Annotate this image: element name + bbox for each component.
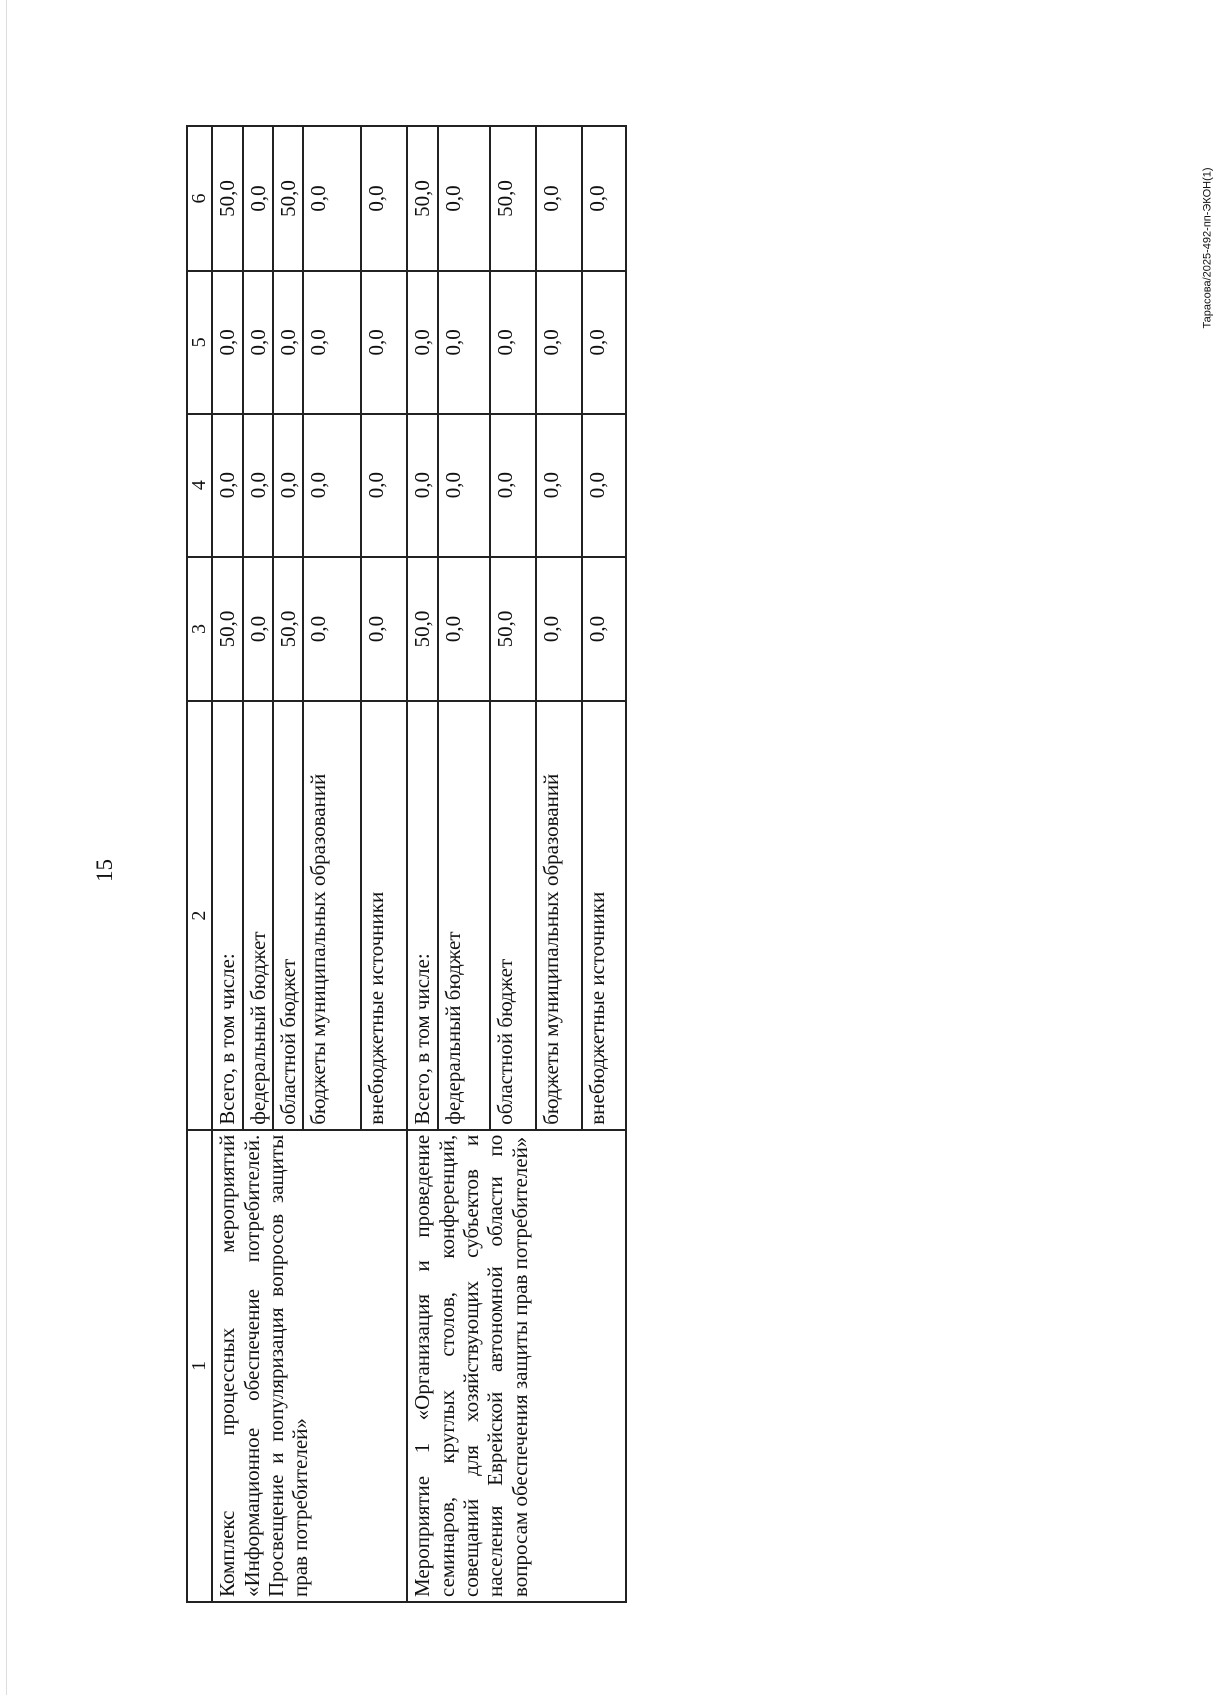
value-cell: 0,0 [273, 414, 303, 557]
value-cell: 0,0 [536, 271, 582, 414]
value-cell: 0,0 [582, 557, 626, 702]
value-cell: 50,0 [273, 126, 303, 271]
value-cell: 50,0 [407, 557, 437, 702]
value-cell: 0,0 [361, 557, 407, 702]
value-cell: 0,0 [490, 414, 536, 557]
header-cell: 4 [187, 414, 212, 557]
header-row [187, 126, 212, 1602]
funding-source: внебюджетные источники [361, 701, 407, 1129]
value-cell: 0,0 [243, 126, 273, 271]
funding-source: бюджеты муниципальных образований [536, 701, 582, 1129]
value-cell: 0,0 [490, 271, 536, 414]
value-cell: 0,0 [243, 271, 273, 414]
value-cell: 0,0 [273, 271, 303, 414]
header-cell: 2 [187, 701, 212, 1129]
funding-table [186, 125, 627, 1603]
value-cell: 0,0 [438, 414, 490, 557]
header-cell: 3 [187, 557, 212, 702]
value-cell: 0,0 [407, 414, 437, 557]
header-cell: 6 [187, 126, 212, 271]
value-cell: 0,0 [303, 557, 361, 702]
value-cell: 0,0 [303, 126, 361, 271]
value-cell: 0,0 [438, 126, 490, 271]
value-cell: 0,0 [407, 271, 437, 414]
funding-source: федеральный бюджет [243, 701, 273, 1129]
funding-source: областной бюджет [273, 701, 303, 1129]
value-cell: 50,0 [212, 557, 242, 702]
measure-description: Мероприятие 1 «Организация и проведение семинаров, круглых столов, конференций, совещаний для хозяйствующих субъектов и населения Еврейской автономной области по вопросам обеспечения защиты прав потребителей» [407, 1130, 625, 1602]
funding-source: областной бюджет [490, 701, 536, 1129]
value-cell: 0,0 [582, 414, 626, 557]
value-cell: 50,0 [273, 557, 303, 702]
value-cell: 0,0 [212, 271, 242, 414]
table-row [407, 126, 437, 1602]
table-row [212, 126, 242, 1602]
document-code: Тарасова/2025-492-пп-ЭКОН(1) [1201, 167, 1214, 329]
funding-source: бюджеты муниципальных образований [303, 701, 361, 1129]
value-cell: 0,0 [212, 414, 242, 557]
value-cell: 50,0 [490, 126, 536, 271]
value-cell: 0,0 [536, 557, 582, 702]
value-cell: 50,0 [490, 557, 536, 702]
funding-source: Всего, в том числе: [212, 701, 242, 1129]
value-cell: 0,0 [361, 414, 407, 557]
value-cell: 0,0 [438, 557, 490, 702]
value-cell: 0,0 [536, 126, 582, 271]
value-cell: 0,0 [361, 126, 407, 271]
value-cell: 0,0 [361, 271, 407, 414]
value-cell: 0,0 [582, 126, 626, 271]
value-cell: 0,0 [243, 557, 273, 702]
funding-source: внебюджетные источники [582, 701, 626, 1129]
value-cell: 0,0 [438, 271, 490, 414]
value-cell: 0,0 [582, 271, 626, 414]
value-cell: 0,0 [243, 414, 273, 557]
funding-source: Всего, в том числе: [407, 701, 437, 1129]
value-cell: 0,0 [536, 414, 582, 557]
value-cell: 50,0 [407, 126, 437, 271]
page-number: 15 [92, 859, 117, 882]
value-cell: 0,0 [303, 414, 361, 557]
value-cell: 0,0 [303, 271, 361, 414]
value-cell: 50,0 [212, 126, 242, 271]
rotated-table-container [186, 125, 610, 1603]
program-description: Комплекс процессных мероприятий «Информационное обеспечение потребителей. Просвещение и популяризация вопросов защиты прав потребителей» [212, 1130, 407, 1602]
header-cell: 1 [187, 1130, 212, 1602]
scan-edge-line [6, 0, 7, 1695]
funding-source: федеральный бюджет [438, 701, 490, 1129]
header-cell: 5 [187, 271, 212, 414]
